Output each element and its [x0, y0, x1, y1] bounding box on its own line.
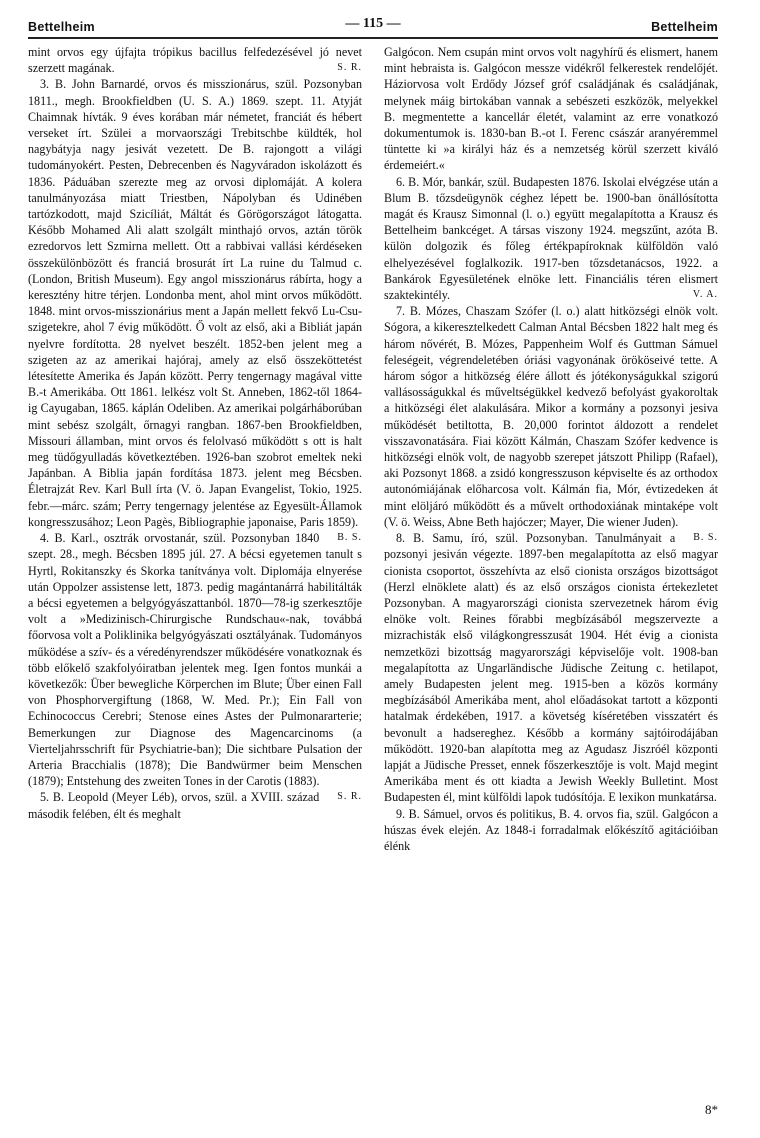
entry-continuation	[28, 44, 362, 76]
signature-mark: 8*	[705, 1102, 718, 1117]
entry-continuation	[384, 44, 718, 174]
entry-text: 3. B. John Barnardé, orvos és misszionárus, szül. Pozsonyban 1811., megh. Brookfieldben (U. S. A.) 1869. szept. 11. Atyját Chaimnak hívták. 9 éves korában már németet, franciát és hébert verseket írt. Szülei a morvaországi Trebitschbe küldték, hol nagybátyja nagy jesivát vezetett. De B. rajongott a világi tudományokért. Pesten, Debrecenben és Nagyváradon iskolázott és 1836. Páduában szerezte meg az orvosi diplomáját. A kolera tanulmányozása miatt Triestben, Nápolyban és Udinében tartózkodott, majd Szicíliát, Máltát és Görögországot látogatta. Később Mohamed Ali alatt szolgált minthajó orvos, aztán török ezredorvos lett Szmirna mellett. Ott a rabbivai vallási kérdéseken összekülönbözött és franciá brosurát írt La ruine du Talmud c. (London, British Museum). Egy angol misszionárus rábírta, hogy a keresztény hitre térjen. Londonba ment, ahol mint orvos működött. 1848. mint orvos-misszionárius ment a Japán mellett fekvő Lu-Csu-szigetekre, ahol 7 évig működött. Ő volt az első, aki a Bibliát japán nyelvre fordította. 28 nyelvet beszélt. 1852-ben jelent meg a szigeten az az amerikai hajóraj, amely az első összeköttetést létesítette Amerika és Japán között. Perry tengernagy magával vitte B.-t Amerikába. Ott 1861. lelkész volt St. Anneben, 1862-től 1864-ig Cayugaban, 1865. káplán Odeliben. Az amerikai polgárháborúban mint sebész szolgált, őrnagyi rangban. 1867-ben Brookfieldben, Missouri államban, mint orvos és felolvasó működött s ott is halt meg tüdőgyulladás következtében. 1926-ban szobrot emeltek neki Japánban. A Biblia japán fordítása 1873. jelent meg Bécsben. Életrajzát Rev. Karl Bull írta (V. ö. Japan Evangelist, Tokio, 1925. febr.—márc. szám; Perry tengernagy jelentése az Egyesült-Államok kongresszusához; Leon Pagès, Bibliographie japonaise, Paris 1859).	[28, 77, 362, 529]
entry-mor	[384, 174, 718, 304]
entry-text: 7. B. Mózes, Chaszam Szófer (l. o.) alatt hitközségi elnök volt. Sógora, a kikeresztelkedett Calman Antal Bécsben 1822 halt meg és három nővérét, B. Mózes, Pappenheim Wolf és Guttman Sámuel feleségeit, végrendeletében óriási vagyonának örököseivé tette. A három sógor a hitközség élére állott és jótékonyságukkal szigorú vallásosságukkal és műveltségükkel kedvező befolyást gyakoroltak a hitközségi élet alakulására. Mikor a kormány a pozsonyi jesiva működését betiltotta, B. 20,000 forintot áldozott a rendelet visszavonatására. Fiai között Kálmán, Chaszam Szófer kedvence is hitközségi elnök volt, de nagyobb szerepet játszott Philipp (Rafael), aki Pozsonyt 1868. a zsidó kongresszuson képviselte és az orthodox autonómiájának előharcosa volt. Kálmán fia, Mór, évtizedeken át mint elöljáró működött és a művelt orthodoxiának mintaképe volt (V. ö. Weiss, Abne Beth hajóczer; Mayer, Die wiener Juden).	[384, 304, 718, 529]
entry-text: 5. B. Leopold (Meyer Léb), orvos, szül. a XVIII. század második felében, élt és meghalt	[28, 790, 320, 821]
entry-leopold	[28, 789, 362, 821]
entry-text: 4. B. Karl., osztrák orvostanár, szül. Pozsonyban 1840 szept. 28., megh. Bécsben 1895 júl. 27. A bécsi egyetemen tanult s Hyrtl, Rokitanszky és Skorka tanítványa volt. Diplomája elnyerése után Oppolzer assistense lett, 1873. pedig magántanárrá habilitálták a bécsi egyetemen a belgyógyászattanból. 1870—78-ig szerkesztője volt a »Medizinisch-Chirurgische Rundschau«-nak, továbbá főorvosa volt a Poliklinika belgyógyászati osztályának. Tudományos működése a szív- és a véredényrendszer működésére vonatkoznak és több előkelő szakfolyóiratban jelentek meg. Igen fontos munkái a következők: Über bewegliche Körperchen im Blute; Über einen Fall von Phosphorvergiftung (1868, W. Med. Pr.); Ein Fall von Echinococcus Cerebri; Stenose eines Astes der Pulmonararterie; Bemerkungen zur Diagnose des Magencarcinoms (a Vierteljahrsschrift für Psychiatrie-ban); Die sichtbare Pulsation der Arteria Bracchialis (1878); Die Bandwürmer beim Menschen (1879); Entstehung des zweiten Tones in der Carotis (1883).	[28, 531, 362, 789]
entry-samu	[384, 530, 718, 805]
author-signature: V. A.	[692, 289, 718, 301]
page-number: — 115 —	[345, 16, 401, 31]
entry-samuel	[384, 806, 718, 855]
author-signature: B. S.	[337, 532, 362, 544]
left-column	[28, 44, 362, 822]
entry-barnarde	[28, 76, 362, 544]
entry-text: 6. B. Mór, bankár, szül. Budapesten 1876. Iskolai elvégzése után a Blum B. tőzsdeügynök céghez lépett be. 1900-ban önállósította magát és Krausz Simonnal (l. o.) együtt megalapította a Krausz és Bettelheim bankcéget. A társas viszony 1924. megszűnt, azóta B. külön dolgozik és főleg értékpapíroknak külföldön való elhelyezésével foglalkozik. 1917-ben tőzsdetanácsos, 1922. a Bankárok Egyesületének elnöke lett. Financiális téren elismert szaktekintély.	[384, 174, 718, 303]
entry-karl	[28, 530, 362, 803]
entry-text: 8. B. Samu, író, szül. Pozsonyban. Tanulmányait a pozsonyi jesiván végezte. 1897-ben megalapította az első magyar cionista csoportot, összehívta az első cionista országos bizottságot (Herzl elnöklete alatt) és az első országos cionista értekezletet Pozsonyban. A magyarországi cionista szervezetnek három évig elnöke volt. Reines főrabbi megbízásából megszervezte a mizrachisták első világkongresszusát 1904. Hét évig a cionista nemzetközi bizottság magyarországi képviselője volt. 1908-ban megalapította az Ungarländische Jüdische Zeitung c. hetilapot, amely Budapesten jelent meg. 1915-ben a közös kormány megbízásából Amerikába ment, ahol előadásokat tartott a központi hatalmak érdekében, 1917. a követség kíséretében visszatért és bevonult a hadsereghez. Később a kormány sajtóirodájában működött. 1920-ban alapította meg az Agudasz Jiszróél központi lapját a Jüdische Presset, ennek főszerkesztője is volt. Majd megint Amerikába ment és ott kiadta a Jewish Weekly Bulletint. Most Budapesten él, mint külföldi lapok tudósítója. E lexikon munkatársa.	[384, 531, 718, 805]
entry-mozes	[384, 303, 718, 544]
author-signature: S. R.	[337, 62, 362, 74]
author-signature: S. R.	[337, 791, 362, 803]
header-left-keyword: Bettelheim	[28, 20, 95, 34]
right-column	[384, 44, 718, 854]
header-right-keyword: Bettelheim	[651, 20, 718, 34]
entry-text: 9. B. Sámuel, orvos és politikus, B. 4. orvos fia, szül. Galgócon a húszas évek elején. Az 1848-i forradalmak előkészítő agitációiban élénk	[384, 806, 718, 853]
entry-text: Galgócon. Nem csupán mint orvos volt nagyhírű és elismert, hanem mint hebraista is. Galgócon messze vidékről felkerestek rendelőjét. Háziorvosa volt Erdődy József gróf családjának és családjának, melynek máig birtokában vannak a sebészeti eszközök, melyekkel B. megmentette a kancellár életét, valamint az erre vonatkozó dokumentumok is. 1830-ban B.-ot I. Ferenc császár aranyéremmel tüntette ki »a királyi ház és a nemzetség körül szerzett kiváló érdemeiért.«	[384, 45, 718, 173]
running-header	[28, 14, 718, 36]
entry-text: mint orvos egy újfajta trópikus bacillus felfedezésével jó nevet szerzett magának.	[28, 45, 362, 76]
author-signature: B. S.	[693, 532, 718, 544]
header-rule	[28, 37, 718, 39]
